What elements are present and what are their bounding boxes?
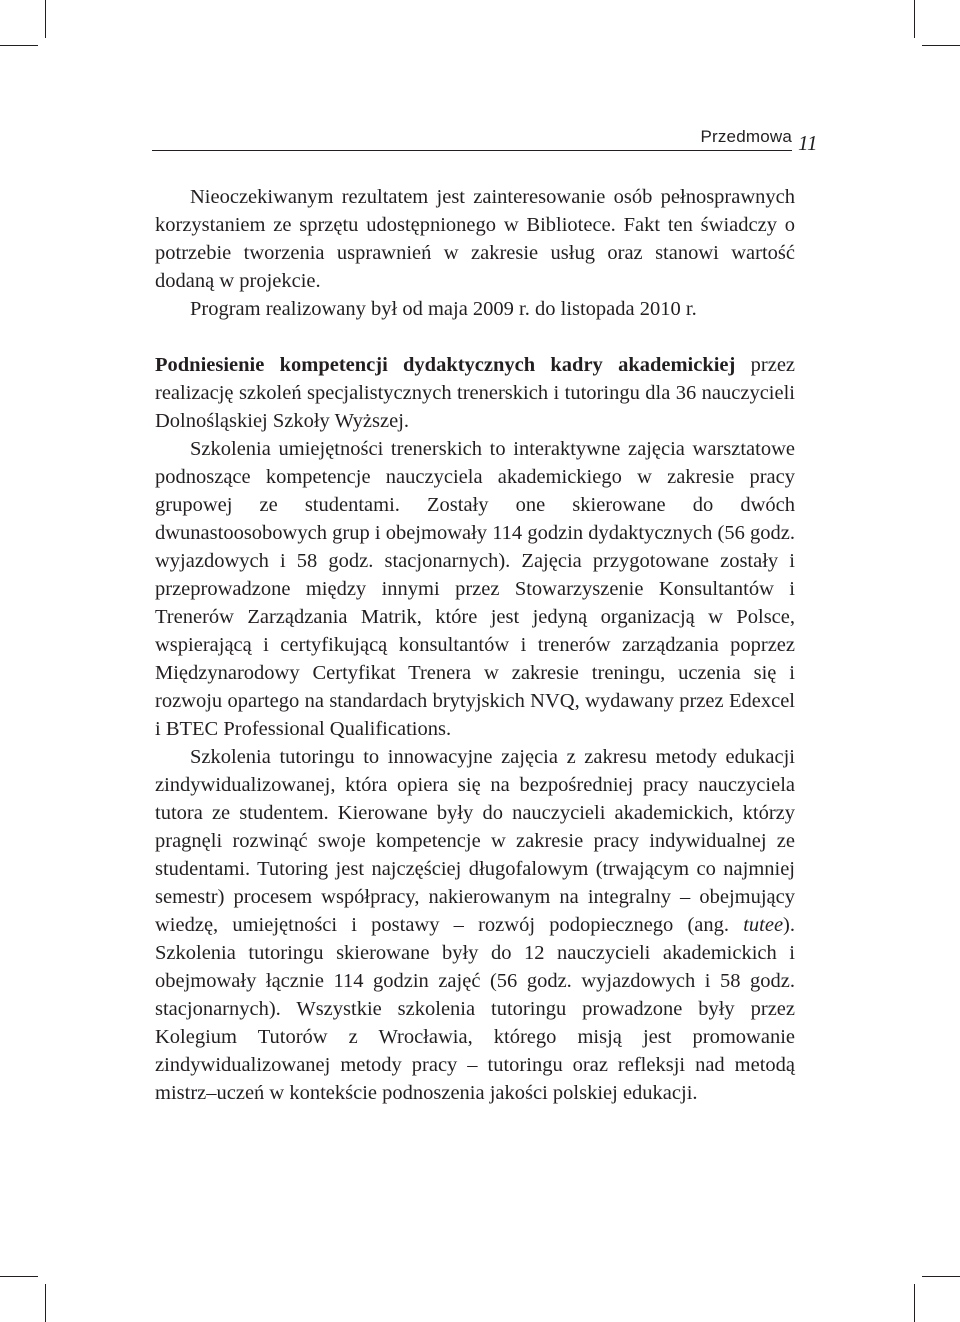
paragraph-5-text-start: Szkolenia tutoringu to innowacyjne zajęcia z zakresu metody edukacji zindywidualizowanej, która opiera się na bezpośredniej pracy nauczyciela tutora ze studentem. Kierowane były do nauczycieli akademickich, którzy pragnęli rozwinąć swoje kompetencje w zakresie pracy indywidualnej ze studentami. Tutoring jest najczęściej długofalowym (trwającym co najmniej semestr) procesem współpracy, nakierowanym na integralny – obejmujący wiedzę, umiejętności i postawy – rozwój podopiecznego (ang.	[155, 746, 795, 936]
paragraph-4: Szkolenia umiejętności trenerskich to interaktywne zajęcia warsztatowe podnoszące kompetencje nauczyciela akademickiego w zakresie pracy grupowej ze studentami. Zostały one skierowane do dwóch dwunastoosobowych grup i obejmowały 114 godzin dydaktycznych (56 godz. wyjazdowych i 58 godz. stacjonarnych). Zajęcia przygotowane zostały i przeprowadzone między innymi przez Stowarzyszenie Konsultantów i Trenerów Zarządzania Matrik, które jest jedyną organizacją w Polsce, wspierającą i certyfikującą konsultantów i trenerów zarządzania poprzez Międzynarodowy Certyfikat Trenera w zakresie treningu, uczenia się i rozwoju opartego na standardach brytyjskich NVQ, wydawany przez Edexcel i BTEC Professional Qualifications.	[155, 438, 795, 740]
paragraph-1: Nieoczekiwanym rezultatem jest zainteresowanie osób pełnosprawnych korzystaniem ze sprzętu udostępnionego w Bibliotece. Fakt ten świadczy o potrzebie tworzenia usprawnień w zakresie usług oraz stanowi wartość dodaną w projekcie.	[155, 186, 795, 292]
paragraph-3	[155, 351, 795, 435]
body-text	[155, 183, 795, 1107]
crop-mark-bottom-left-horizontal	[0, 1276, 38, 1277]
running-title: Przedmowa	[700, 127, 792, 146]
crop-mark-top-right-horizontal	[922, 45, 960, 46]
crop-mark-top-left-horizontal	[0, 45, 38, 46]
paragraph-5	[155, 743, 795, 1107]
crop-mark-bottom-right-horizontal	[922, 1276, 960, 1277]
crop-mark-top-left	[45, 0, 46, 38]
paragraph-gap	[155, 323, 795, 351]
italic-term: tutee	[743, 914, 784, 936]
page-number: 11	[798, 131, 818, 155]
crop-mark-bottom-left	[45, 1284, 46, 1322]
section-heading: Podniesienie kompetencji dydaktycznych kadry akademickiej	[155, 354, 736, 376]
running-head	[152, 126, 792, 151]
crop-mark-bottom-right	[914, 1284, 915, 1322]
paragraph-2: Program realizowany był od maja 2009 r. do listopada 2010 r.	[190, 298, 697, 320]
crop-mark-top-right	[914, 0, 915, 38]
paragraph-5-text-end: ). Szkolenia tutoringu skierowane były do 12 nauczycieli akademickich i obejmowały łącznie 114 godzin zajęć (56 godz. wyjazdowych i 58 godz. stacjonarnych). Wszystkie szkolenia tutoringu prowadzone były przez Kolegium Tutorów z Wrocławia, którego misją jest promowanie zindywidualizowanej metody pracy – tutoringu oraz refleksji nad metodą mistrz–uczeń w kontekście podnoszenia jakości polskiej edukacji.	[155, 914, 795, 1104]
paragraph-3-text: przez realizację szkoleń specjalistycznych trenerskich i tutoringu dla 36 nauczycieli Dolnośląskiej Szkoły Wyższej.	[155, 354, 796, 432]
